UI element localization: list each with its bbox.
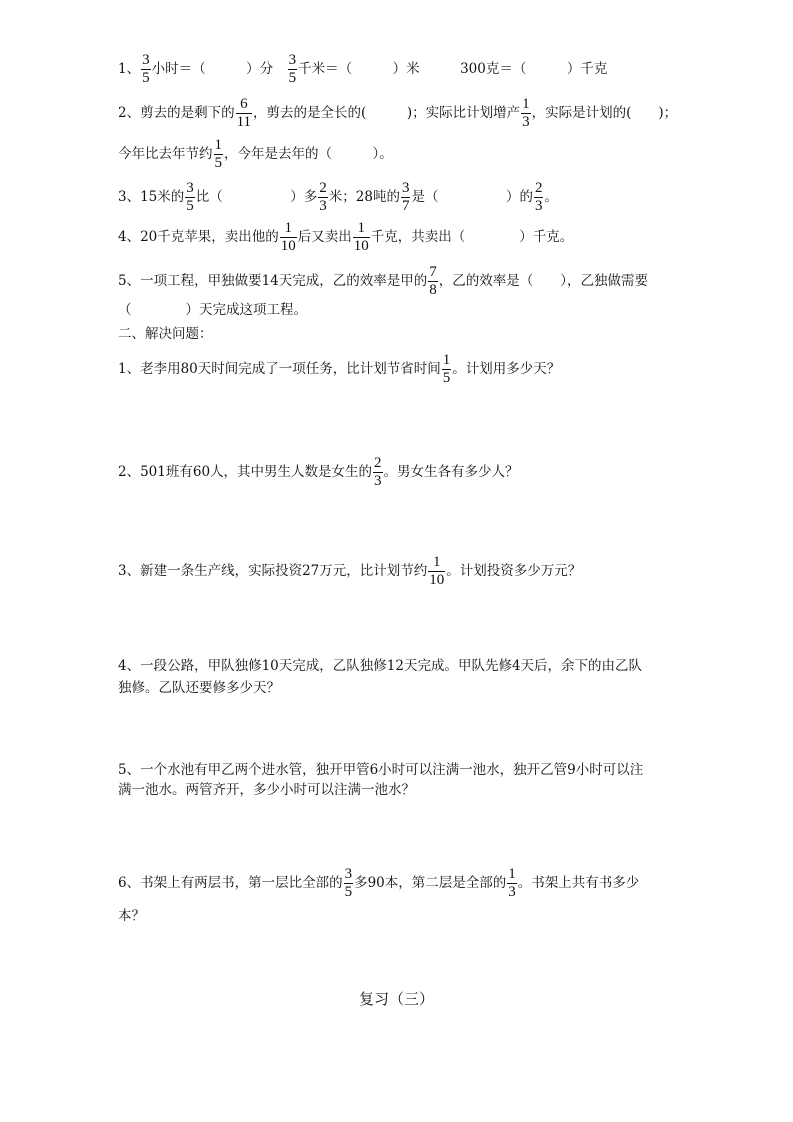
problem-6-cont <box>118 906 145 926</box>
numerator: 3 <box>344 866 353 882</box>
fill-question-2 <box>118 96 677 131</box>
problem-5-cont <box>118 780 415 800</box>
fraction <box>353 220 370 255</box>
fraction <box>185 180 195 215</box>
text: 4、20千克苹果，卖出他的 <box>118 229 279 245</box>
fraction <box>507 866 517 901</box>
fill-question-1 <box>118 52 607 87</box>
text: 。 <box>544 189 558 205</box>
text: 是（ ）的 <box>411 189 533 205</box>
fraction <box>534 180 544 215</box>
numerator: 1 <box>522 96 530 112</box>
fill-question-4 <box>118 220 573 255</box>
fill-question-5-cont <box>118 300 307 320</box>
fraction <box>214 137 224 172</box>
problem-5 <box>118 760 643 780</box>
text: ，乙的效率是（ ），乙独做需要 <box>438 273 649 289</box>
text: 千克，共卖出（ ）千克。 <box>370 229 574 245</box>
text: 米；28吨的 <box>328 189 400 205</box>
numerator: 3 <box>288 52 297 68</box>
text: 今年比去年节约 <box>118 146 213 162</box>
denominator: 5 <box>214 155 222 171</box>
text: 后又卖出 <box>297 229 352 245</box>
text: 独修。乙队还要修多少天？ <box>118 680 280 696</box>
fraction <box>442 352 452 387</box>
text: 小时＝（ ）分 <box>151 61 287 77</box>
text: 多90本，第二层是全部的 <box>354 875 507 891</box>
fraction <box>318 180 328 215</box>
numerator: 1 <box>428 554 445 572</box>
denominator: 10 <box>429 572 445 588</box>
denominator: 5 <box>142 70 150 86</box>
fraction <box>344 866 354 901</box>
text: 2、剪去的是剩下的 <box>118 105 235 121</box>
text: ，实际是计划的( )； <box>531 105 678 121</box>
fraction <box>280 220 297 255</box>
text: 5、一个水池有甲乙两个进水管，独开甲管6小时可以注满一池水，独开乙管9小时可以注 <box>118 762 644 778</box>
text: 。书架上共有书多少 <box>517 875 640 891</box>
text: 6、书架上有两层书，第一层比全部的 <box>118 875 343 891</box>
text: （ ）天完成这项工程。 <box>118 302 307 318</box>
numerator: 3 <box>186 180 194 196</box>
text: 复习（三） <box>358 990 434 1008</box>
section-title <box>118 324 213 344</box>
text: 千米＝（ ）米 300克＝（ ）千克 <box>298 61 608 77</box>
numerator: 1 <box>280 220 297 238</box>
numerator: 3 <box>142 52 150 68</box>
problem-2 <box>118 455 519 490</box>
numerator: 1 <box>353 220 370 238</box>
text: 二、解决问题： <box>118 326 213 342</box>
fraction <box>401 180 411 215</box>
text: 。计划用多少天？ <box>452 361 561 377</box>
problem-6 <box>118 866 639 901</box>
numerator: 1 <box>442 352 451 368</box>
text: 。男女生各有多少人？ <box>383 464 519 480</box>
text: 本？ <box>118 908 145 924</box>
text: 满一池水。两管齐开，多少小时可以注满一池水？ <box>118 782 415 798</box>
numerator: 6 <box>236 96 252 114</box>
text: 4、一段公路，甲队独修10天完成，乙队独修12天完成。甲队先修4天后，余下的由乙队 <box>118 658 643 674</box>
problem-4 <box>118 656 642 676</box>
denominator: 11 <box>236 114 252 130</box>
fraction <box>521 96 531 131</box>
denominator: 8 <box>429 282 437 298</box>
text: 5、一项工程，甲独做要14天完成，乙的效率是甲的 <box>118 273 428 289</box>
fraction <box>373 455 383 490</box>
denominator: 3 <box>522 114 530 130</box>
fraction <box>141 52 151 87</box>
denominator: 5 <box>288 70 297 86</box>
denominator: 10 <box>353 238 369 254</box>
fill-question-5 <box>118 264 648 299</box>
denominator: 10 <box>280 238 296 254</box>
numerator: 1 <box>214 137 222 153</box>
text: 3、15米的 <box>118 189 185 205</box>
text: ，剪去的是全长的( )；实际比计划增产 <box>253 105 521 121</box>
problem-1 <box>118 352 560 387</box>
problem-4-cont <box>118 678 280 698</box>
denominator: 7 <box>401 198 410 214</box>
text: 3、新建一条生产线，实际投资27万元，比计划节约 <box>118 563 428 579</box>
denominator: 5 <box>442 370 451 386</box>
denominator: 3 <box>534 198 543 214</box>
numerator: 3 <box>401 180 410 196</box>
fraction <box>288 52 298 87</box>
text: ，今年是去年的（ ）。 <box>224 146 393 162</box>
fraction <box>236 96 252 131</box>
fraction <box>428 264 438 299</box>
denominator: 3 <box>319 198 327 214</box>
numerator: 7 <box>429 264 437 280</box>
numerator: 2 <box>374 455 382 471</box>
fraction <box>428 554 445 589</box>
fill-question-3 <box>118 180 558 215</box>
numerator: 2 <box>534 180 543 196</box>
numerator: 2 <box>319 180 327 196</box>
denominator: 3 <box>374 473 382 489</box>
numerator: 1 <box>508 866 516 882</box>
text: 比（ ）多 <box>195 189 318 205</box>
denominator: 5 <box>186 198 194 214</box>
denominator: 5 <box>344 884 353 900</box>
text: 。计划投资多少万元？ <box>446 563 582 579</box>
text: 1、 <box>118 61 141 77</box>
text: 1、老李用80天时间完成了一项任务，比计划节省时间 <box>118 361 441 377</box>
footer-title <box>0 988 793 1009</box>
denominator: 3 <box>508 884 516 900</box>
fill-question-2-cont <box>118 137 393 172</box>
problem-3 <box>118 554 581 589</box>
text: 2、501班有60人，其中男生人数是女生的 <box>118 464 373 480</box>
